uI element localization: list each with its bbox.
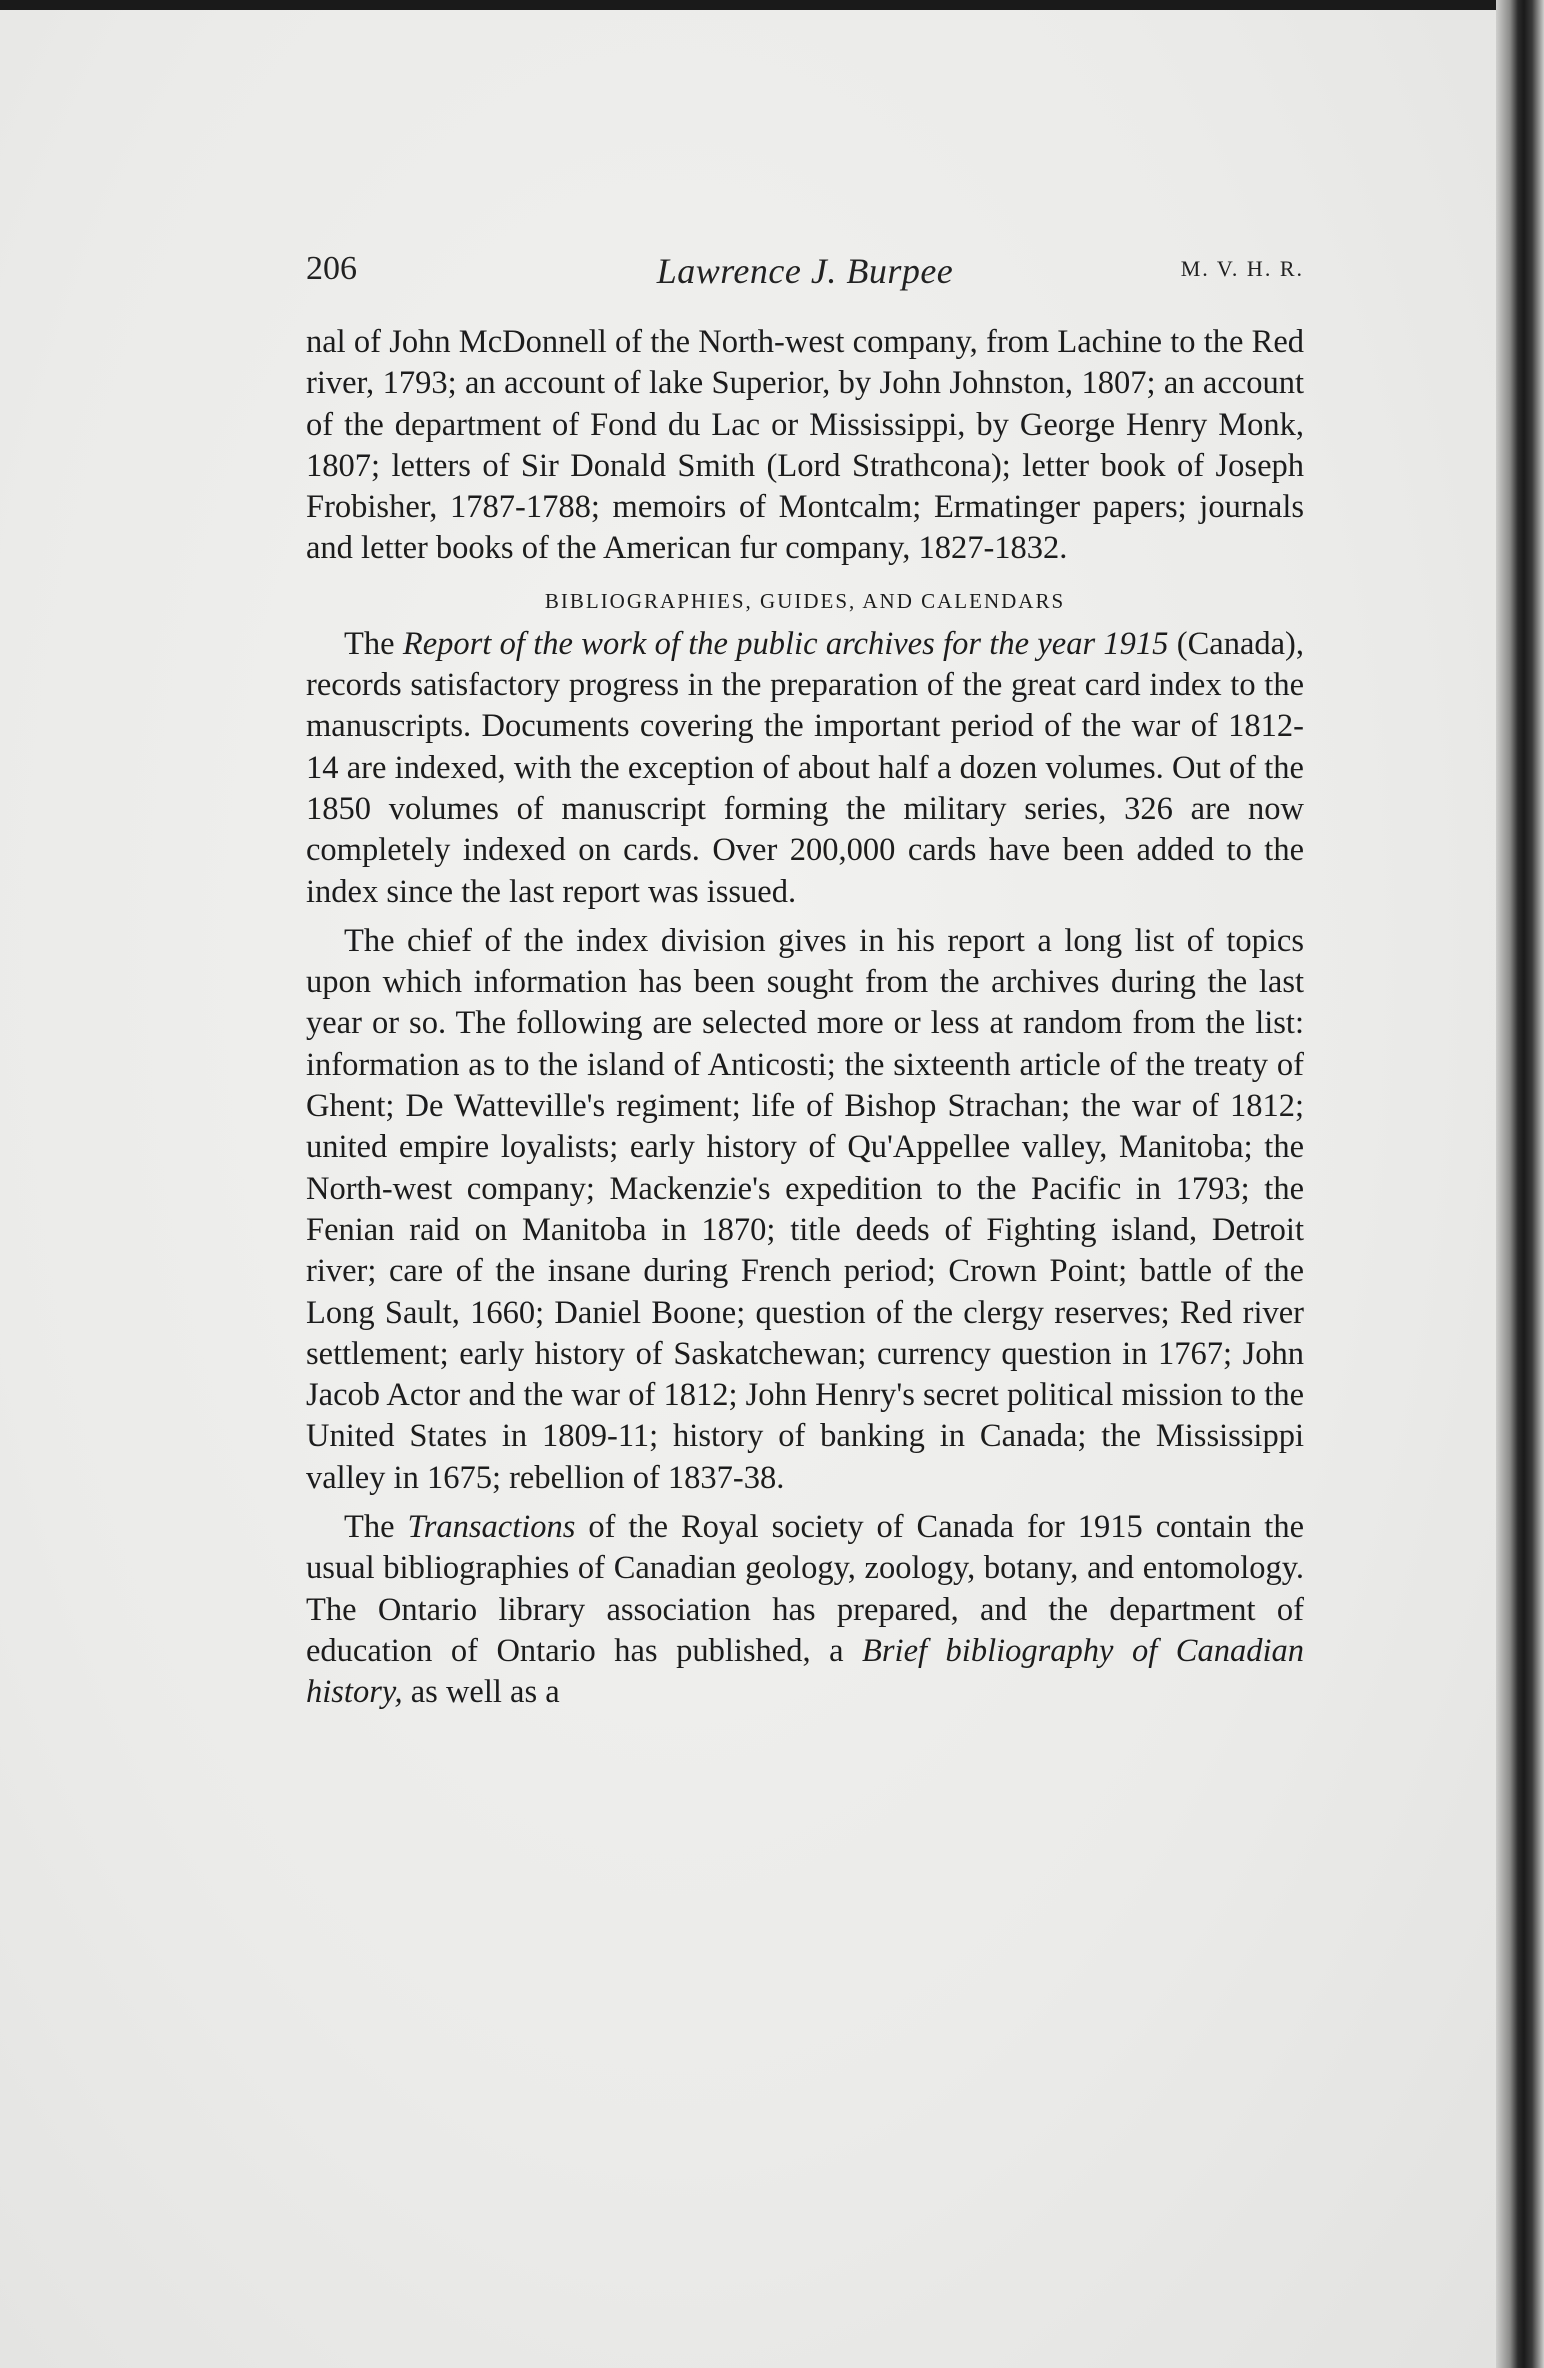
paragraph-index-topics: The chief of the index division gives in his report a long list of topics upon which information has been sought from the archives during the last year or so. The following are selected more or less at random from the list: information as to the island of Anticosti; the sixteenth article of the treaty of Ghent; De Watteville's regiment; life of Bishop Strachan; the war of 1812; united empire loyalists; early history of Qu'Appellee valley, Manitoba; the North-west company; Mackenzie's expedition to the Pacific in 1793; the Fenian raid on Manitoba in 1870; title deeds of Fighting island, Detroit river; care of the insane during French period; Crown Point; battle of the Long Sault, 1660; Daniel Boone; question of the clergy reserves; Red river settlement; early history of Saskatchewan; currency question in 1767; John Jacob Actor and the war of 1812; John Henry's secret political mission to the United States in 1809-11; history of banking in Canada; the Mississippi valley in 1675; rebellion of 1837-38.: [306, 922, 1304, 1496]
page-number: 206: [306, 250, 357, 287]
body-text: [306, 322, 1304, 1714]
scan-top-edge: [0, 0, 1544, 10]
section-heading: BIBLIOGRAPHIES, GUIDES, AND CALENDARS: [544, 588, 1066, 613]
running-header: [306, 250, 1304, 296]
paragraph-lead: The: [344, 1509, 408, 1546]
running-title: Lawrence J. Burpee: [656, 251, 954, 291]
paragraph-body: of the Royal society of Canada for 1915 contain the usual bibliographies of Canadian geology, zoology, botany, and entomology. The Ontario library association has prepared, and the department of education of Ontario has published, a: [306, 1509, 1304, 1669]
paragraph-continued: nal of John McDonnell of the North-west company, from Lachine to the Red river, 1793; an account of lake Superior, by John Johnston, 1807; an account of the department of Fond du Lac or Mississippi, by George Henry Monk, 1807; letters of Sir Donald Smith (Lord Strathcona); letter book of Joseph Frobisher, 1787-1788; memoirs of Montcalm; Ermatinger papers; journals and letter books of the American fur company, 1827-1832.: [306, 324, 1304, 567]
page-content: [306, 250, 1304, 1714]
paragraph-lead: The: [344, 625, 403, 662]
page-binding-edge: [1496, 0, 1544, 2368]
paragraph-body: (Canada), records satisfactory progress in the preparation of the great card index to the manuscripts. Documents covering the important period of the war of 1812-14 are indexed, with the exception of about half a dozen volumes. Out of the 1850 volumes of manuscript forming the military series, 326 are now completely indexed on cards. Over 200,000 cards have been added to the index since the last report was issued.: [306, 625, 1304, 910]
bibliography-title: Brief bibliography of Canadian history,: [306, 1632, 1304, 1711]
transactions-title: Transactions: [407, 1509, 576, 1546]
report-title: Report of the work of the public archives for the year 1915: [402, 625, 1169, 662]
paragraph-end: as well as a: [402, 1674, 560, 1711]
paragraph-archives-report: [306, 624, 1304, 913]
book-page: [0, 10, 1496, 2368]
journal-abbreviation: M. V. H. R.: [1180, 256, 1304, 281]
paragraph-transactions: [306, 1507, 1304, 1713]
